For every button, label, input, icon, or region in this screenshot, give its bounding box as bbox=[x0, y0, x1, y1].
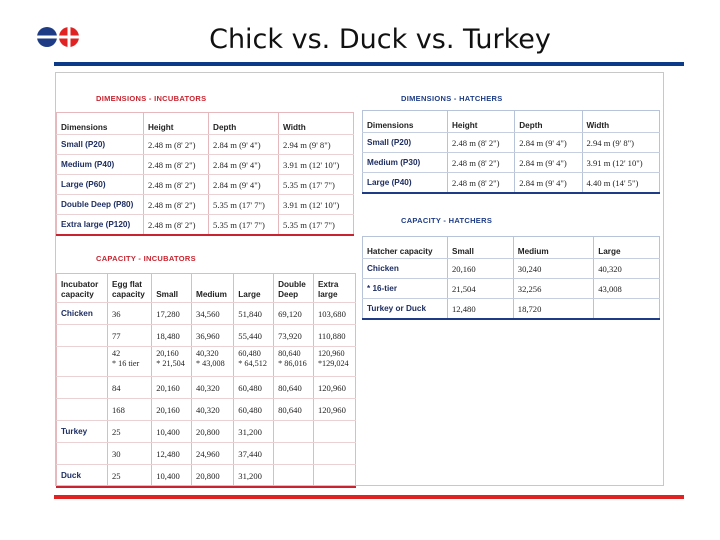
row-label: Small (P20) bbox=[363, 133, 448, 153]
table-row bbox=[363, 153, 660, 173]
header-line: capacity bbox=[61, 290, 94, 299]
cell-value: 42 bbox=[112, 349, 121, 358]
header-cell: Depth bbox=[209, 113, 279, 135]
row-label: Chicken bbox=[363, 259, 448, 279]
cap-incubators-title: CAPACITY - INCUBATORS bbox=[96, 254, 196, 263]
bottom-divider bbox=[54, 495, 684, 499]
table-cell: 17,280 bbox=[152, 303, 192, 325]
table-cell: 20,160 bbox=[448, 259, 514, 279]
cap-incubators-table bbox=[56, 273, 356, 488]
header-line: Deep bbox=[278, 290, 299, 299]
row-label bbox=[57, 377, 108, 399]
table-cell: 32,256 bbox=[513, 279, 593, 299]
table-row bbox=[363, 279, 660, 299]
table-row bbox=[57, 135, 354, 155]
table-cell: 25 bbox=[108, 465, 152, 488]
row-label: Chicken bbox=[57, 303, 108, 325]
table-header-row bbox=[57, 274, 356, 303]
cell-value-16-tier: * 16 tier bbox=[112, 359, 140, 368]
table-cell bbox=[234, 347, 274, 377]
table-cell: 2.48 m (8' 2") bbox=[448, 153, 515, 173]
header-cell: Medium bbox=[192, 274, 234, 303]
table-cell: 20,800 bbox=[192, 421, 234, 443]
row-label: Medium (P40) bbox=[57, 155, 144, 175]
header-cell bbox=[57, 274, 108, 303]
table-cell: 2.84 m (9' 4") bbox=[515, 153, 582, 173]
table-row bbox=[363, 173, 660, 194]
table-cell bbox=[313, 421, 355, 443]
table-cell: 120,960 bbox=[313, 399, 355, 421]
table-cell: 30 bbox=[108, 443, 152, 465]
table-cell: 2.48 m (8' 2") bbox=[144, 175, 209, 195]
cell-value: 60,480 bbox=[238, 349, 261, 358]
table-cell: 3.91 m (12' 10") bbox=[279, 195, 354, 215]
table-cell: 12,480 bbox=[448, 299, 514, 320]
table-cell: 168 bbox=[108, 399, 152, 421]
row-label bbox=[57, 399, 108, 421]
row-label: Turkey or Duck bbox=[363, 299, 448, 320]
table-cell: 80,640 bbox=[274, 377, 314, 399]
table-cell: 24,960 bbox=[192, 443, 234, 465]
cell-value-16-tier: * 21,504 bbox=[156, 359, 185, 368]
cell-value: 40,320 bbox=[196, 349, 219, 358]
row-label bbox=[57, 347, 108, 377]
table-cell bbox=[274, 465, 314, 488]
table-cell bbox=[274, 347, 314, 377]
header-cell: Dimensions bbox=[363, 111, 448, 133]
table-cell bbox=[108, 347, 152, 377]
row-label: Turkey bbox=[57, 421, 108, 443]
table-cell: 20,160 bbox=[152, 399, 192, 421]
table-header-row bbox=[363, 111, 660, 133]
row-label: Large (P40) bbox=[363, 173, 448, 194]
table-cell: 2.48 m (8' 2") bbox=[144, 195, 209, 215]
table-row bbox=[363, 259, 660, 279]
table-cell: 2.48 m (8' 2") bbox=[448, 173, 515, 194]
row-label bbox=[57, 443, 108, 465]
table-row bbox=[57, 421, 356, 443]
cap-hatchers-title: CAPACITY - HATCHERS bbox=[401, 216, 493, 225]
table-row bbox=[57, 465, 356, 488]
header-cell: Depth bbox=[515, 111, 582, 133]
table-cell: 2.84 m (9' 4") bbox=[209, 175, 279, 195]
table-cell: 73,920 bbox=[274, 325, 314, 347]
table-cell: 2.94 m (9' 8") bbox=[279, 135, 354, 155]
table-cell: 18,480 bbox=[152, 325, 192, 347]
table-cell: 37,440 bbox=[234, 443, 274, 465]
table-cell: 60,480 bbox=[234, 377, 274, 399]
table-row bbox=[57, 347, 356, 377]
table-cell: 21,504 bbox=[448, 279, 514, 299]
table-row bbox=[57, 175, 354, 195]
header-cell: Medium bbox=[513, 237, 593, 259]
header-line: Extra bbox=[317, 280, 339, 289]
table-cell: 60,480 bbox=[234, 399, 274, 421]
table-cell: 2.84 m (9' 4") bbox=[515, 173, 582, 194]
row-label: Duck bbox=[57, 465, 108, 488]
header-cell: Hatcher capacity bbox=[363, 237, 448, 259]
table-cell: 31,200 bbox=[234, 465, 274, 488]
table-cell: 80,640 bbox=[274, 399, 314, 421]
table-cell bbox=[274, 443, 314, 465]
table-cell: 3.91 m (12' 10") bbox=[582, 153, 660, 173]
row-label: Small (P20) bbox=[57, 135, 144, 155]
table-cell: 43,008 bbox=[594, 279, 660, 299]
table-row bbox=[57, 377, 356, 399]
table-row bbox=[363, 133, 660, 153]
table-cell: 69,120 bbox=[274, 303, 314, 325]
table-cell: 84 bbox=[108, 377, 152, 399]
table-cell bbox=[152, 347, 192, 377]
row-label: * 16-tier bbox=[363, 279, 448, 299]
table-cell bbox=[594, 299, 660, 320]
cell-value-16-tier: * 64,512 bbox=[238, 359, 267, 368]
table-cell: 40,320 bbox=[192, 399, 234, 421]
table-cell: 40,320 bbox=[594, 259, 660, 279]
table-cell: 55,440 bbox=[234, 325, 274, 347]
table-cell: 5.35 m (17' 7") bbox=[209, 215, 279, 236]
header-line: Double bbox=[278, 280, 306, 289]
table-cell: 3.91 m (12' 10") bbox=[279, 155, 354, 175]
dim-hatchers-title: DIMENSIONS - HATCHERS bbox=[401, 94, 503, 103]
cell-value: 20,160 bbox=[156, 349, 179, 358]
table-cell: 2.94 m (9' 8") bbox=[582, 133, 660, 153]
table-cell: 12,480 bbox=[152, 443, 192, 465]
table-cell: 5.35 m (17' 7") bbox=[209, 195, 279, 215]
table-cell: 103,680 bbox=[313, 303, 355, 325]
row-label: Double Deep (P80) bbox=[57, 195, 144, 215]
row-label: Medium (P30) bbox=[363, 153, 448, 173]
table-cell: 5.35 m (17' 7") bbox=[279, 175, 354, 195]
table-cell: 18,720 bbox=[513, 299, 593, 320]
table-row bbox=[57, 215, 354, 236]
table-row bbox=[57, 443, 356, 465]
header-line: capacity bbox=[112, 290, 145, 299]
table-cell: 120,960 bbox=[313, 377, 355, 399]
header-cell: Height bbox=[144, 113, 209, 135]
table-cell: 34,560 bbox=[192, 303, 234, 325]
table-header-row bbox=[57, 113, 354, 135]
page-title: Chick vs. Duck vs. Turkey bbox=[209, 24, 551, 55]
table-cell: 2.48 m (8' 2") bbox=[144, 135, 209, 155]
table-cell: 25 bbox=[108, 421, 152, 443]
header-cell: Small bbox=[448, 237, 514, 259]
header-line: Egg flat bbox=[112, 280, 143, 289]
header-cell: Large bbox=[594, 237, 660, 259]
table-cell: 2.84 m (9' 4") bbox=[209, 135, 279, 155]
header-cell: Height bbox=[448, 111, 515, 133]
table-row bbox=[57, 155, 354, 175]
header-cell bbox=[313, 274, 355, 303]
cell-value: 80,640 bbox=[278, 349, 301, 358]
table-cell: 77 bbox=[108, 325, 152, 347]
table-cell: 36,960 bbox=[192, 325, 234, 347]
company-logo-icon bbox=[36, 24, 82, 50]
table-cell bbox=[313, 347, 355, 377]
cell-value-16-tier: * 43,008 bbox=[196, 359, 225, 368]
table-row bbox=[363, 299, 660, 320]
header-cell: Dimensions bbox=[57, 113, 144, 135]
table-cell: 10,400 bbox=[152, 421, 192, 443]
cell-value-16-tier: * 86,016 bbox=[278, 359, 307, 368]
table-cell bbox=[313, 443, 355, 465]
table-cell bbox=[313, 465, 355, 488]
header-cell: Small bbox=[152, 274, 192, 303]
dim-hatchers-table bbox=[362, 110, 660, 194]
header-cell: Width bbox=[279, 113, 354, 135]
table-cell: 10,400 bbox=[152, 465, 192, 488]
table-cell: 30,240 bbox=[513, 259, 593, 279]
dim-incubators-title: DIMENSIONS - INCUBATORS bbox=[96, 94, 207, 103]
row-label: Large (P60) bbox=[57, 175, 144, 195]
header-line: Incubator bbox=[61, 280, 99, 289]
cap-hatchers-table bbox=[362, 236, 660, 320]
table-cell: 4.40 m (14' 5") bbox=[582, 173, 660, 194]
table-cell: 2.48 m (8' 2") bbox=[144, 155, 209, 175]
dim-incubators-table bbox=[56, 112, 354, 236]
table-cell: 20,160 bbox=[152, 377, 192, 399]
table-cell: 5.35 m (17' 7") bbox=[279, 215, 354, 236]
table-cell: 2.84 m (9' 4") bbox=[515, 133, 582, 153]
table-cell bbox=[274, 421, 314, 443]
cell-value: 120,960 bbox=[317, 349, 345, 358]
table-row bbox=[57, 195, 354, 215]
table-row bbox=[57, 399, 356, 421]
header-cell bbox=[274, 274, 314, 303]
table-cell bbox=[192, 347, 234, 377]
table-cell: 36 bbox=[108, 303, 152, 325]
table-row bbox=[57, 303, 356, 325]
header-cell: Width bbox=[582, 111, 660, 133]
header-line: large bbox=[317, 290, 338, 299]
table-header-row bbox=[363, 237, 660, 259]
top-divider bbox=[54, 62, 684, 66]
table-cell: 2.48 m (8' 2") bbox=[144, 215, 209, 236]
table-cell: 51,840 bbox=[234, 303, 274, 325]
header-cell: Large bbox=[234, 274, 274, 303]
table-cell: 2.48 m (8' 2") bbox=[448, 133, 515, 153]
table-cell: 20,800 bbox=[192, 465, 234, 488]
table-row bbox=[57, 325, 356, 347]
table-cell: 31,200 bbox=[234, 421, 274, 443]
row-label bbox=[57, 325, 108, 347]
cell-value-16-tier: *129,024 bbox=[317, 359, 349, 368]
header-cell bbox=[108, 274, 152, 303]
table-cell: 40,320 bbox=[192, 377, 234, 399]
table-cell: 2.84 m (9' 4") bbox=[209, 155, 279, 175]
row-label: Extra large (P120) bbox=[57, 215, 144, 236]
table-cell: 110,880 bbox=[313, 325, 355, 347]
